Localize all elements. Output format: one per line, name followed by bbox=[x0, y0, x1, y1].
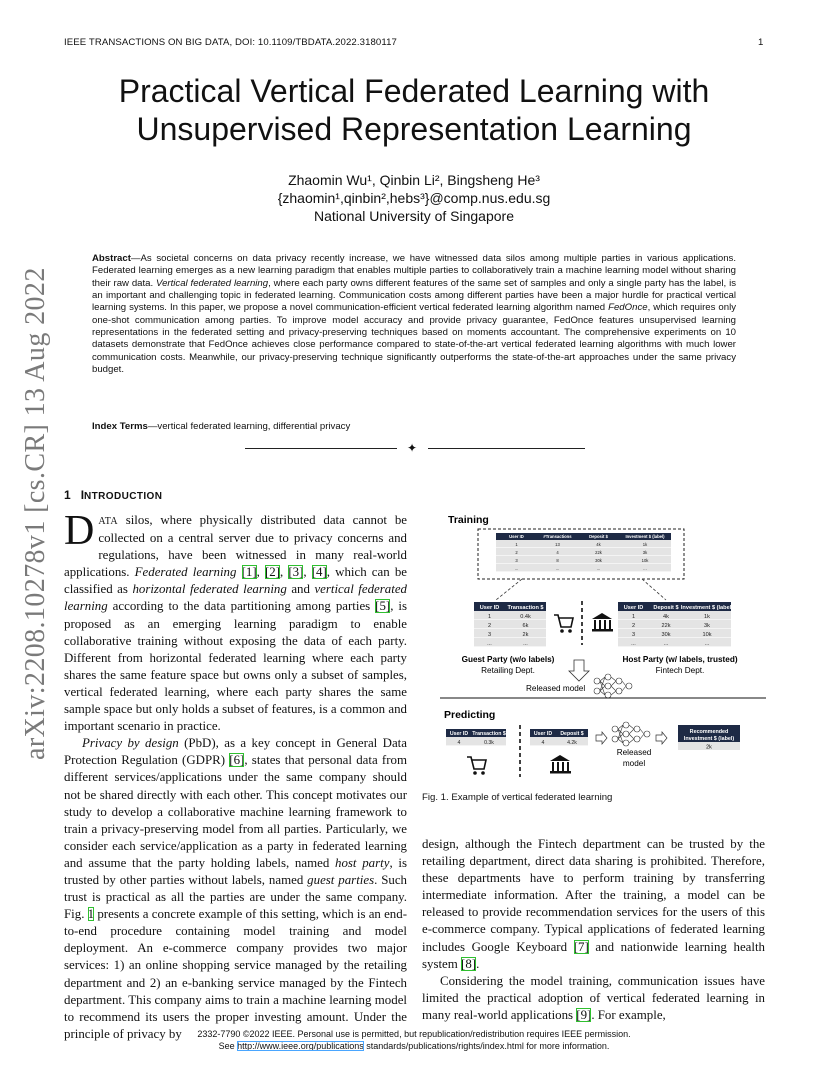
table-cell-text: 8 bbox=[556, 557, 559, 563]
divider-line bbox=[245, 448, 397, 449]
section-title-rest: NTRODUCTION bbox=[84, 491, 163, 502]
author-emails: {zhaomin¹,qinbin²,hebs³}@comp.nus.edu.sg bbox=[277, 190, 551, 206]
table-cell-text: 30k bbox=[661, 631, 671, 638]
body-text: presents a concrete example of this setting, which is an end-to-end procedure containing model training and model deployment. An e-commerce company provides two major services: 1) an online shopping service managed by the retailing department and 2) an e-banking service managed by the Fintech department. This company aims to train a machine learning model to recommend its users the proper investing amount. Under the principle of privacy by bbox=[64, 907, 407, 1041]
prediction-host-table bbox=[530, 729, 588, 746]
drop-cap: D bbox=[64, 508, 95, 554]
table-cell-text: ... bbox=[555, 565, 560, 571]
author-block bbox=[60, 171, 768, 225]
paper-title bbox=[60, 72, 768, 148]
table-cell-text: ... bbox=[631, 640, 636, 647]
prediction-guest-table bbox=[446, 729, 506, 746]
table-header-text: #Transactions bbox=[543, 533, 572, 539]
abstract-italic: Vertical federated learning bbox=[156, 277, 269, 289]
section-title-first: I bbox=[80, 488, 85, 502]
table-cell-text: ... bbox=[596, 565, 601, 571]
table-header-text: Transaction $ bbox=[472, 730, 506, 737]
table-cell-text: 2 bbox=[487, 622, 492, 629]
host-table bbox=[618, 602, 733, 647]
index-terms-label: Index Terms bbox=[92, 421, 148, 432]
italic-text: vertical federated learning bbox=[64, 582, 407, 614]
body-text: , bbox=[256, 565, 265, 580]
figure-link[interactable]: 1 bbox=[87, 907, 95, 922]
table-cell-text: 30k bbox=[595, 557, 602, 563]
italic-text: guest parties bbox=[307, 872, 375, 887]
body-text: design, although the Fintech department can be trusted by the retailing department, direct data sharing is prohibited. Therefore, these departments have to perform training by transferring intermediate information. After the training, a model can be released to provide recommendation services for the users of this e-commerce company. Typical applications of federated learning includes Google Keyboard bbox=[422, 837, 765, 954]
figure-vfl-example bbox=[422, 505, 766, 795]
table-cell-text: 22k bbox=[661, 622, 671, 629]
table-cell-text: 2 bbox=[515, 549, 518, 555]
training-label: Training bbox=[448, 514, 489, 526]
footer-line-1: 2332-7790 ©2022 IEEE. Personal use is permitted, but republication/redistribution requires IEEE permission. bbox=[197, 1029, 631, 1039]
copyright-footer bbox=[100, 1029, 728, 1052]
shopping-cart-icon bbox=[467, 757, 486, 775]
citation-link[interactable]: [7] bbox=[573, 939, 589, 954]
divider-star-icon: ✦ bbox=[407, 441, 418, 455]
italic-text: Federated learning bbox=[134, 565, 237, 580]
table-cell-text: 1 bbox=[515, 541, 518, 547]
neural-network-icon bbox=[612, 722, 650, 746]
bank-icon bbox=[592, 613, 613, 632]
table-cell-text: 3 bbox=[631, 631, 636, 638]
author-names: Zhaomin Wu¹, Qinbin Li², Bingsheng He³ bbox=[288, 172, 540, 188]
table-cell-text: ... bbox=[514, 565, 519, 571]
table-cell-text: 10k bbox=[641, 557, 649, 563]
citation-link[interactable]: [4] bbox=[311, 565, 327, 580]
arxiv-stamp: arXiv:2208.10278v1 [cs.CR] 13 Aug 2022 bbox=[20, 267, 51, 760]
journal-header: IEEE TRANSACTIONS ON BIG DATA, DOI: 10.1109/TBDATA.2022.3180117 bbox=[64, 37, 397, 48]
abstract-text: —As societal concerns on data privacy recently increase, we have witnessed data silos among multiple parties in various applications. Federated learning emerges as a new learning paradigm that enables multiple parties to collaboratively train a machine learning model without sharing their raw data. bbox=[92, 253, 736, 289]
citation-link[interactable]: [1] bbox=[241, 565, 257, 580]
table-header-text: User ID bbox=[479, 604, 500, 611]
recommended-value: 2k bbox=[706, 744, 712, 751]
table-header-text: User ID bbox=[509, 533, 524, 539]
citation-link[interactable]: [8] bbox=[461, 956, 477, 971]
author-affiliation: National University of Singapore bbox=[314, 208, 514, 224]
body-text: , is trusted by other parties without labels, named bbox=[64, 855, 408, 887]
table-cell-text: 0.4k bbox=[520, 613, 531, 620]
body-text: (PbD), as a key concept in General Data Protection Regulation (GDPR) bbox=[64, 736, 407, 768]
paragraph bbox=[64, 735, 407, 1043]
title-line-2: Unsupervised Representation Learning bbox=[136, 111, 692, 147]
shopping-cart-icon bbox=[554, 615, 573, 633]
italic-text: Privacy by design bbox=[82, 736, 179, 751]
table-cell-text: 4 bbox=[457, 739, 461, 746]
guest-dept-label: Retailing Dept. bbox=[481, 666, 535, 675]
table-cell-text: ... bbox=[487, 640, 492, 647]
table-header-text: Deposit $ bbox=[560, 730, 584, 737]
citation-link[interactable]: [6] bbox=[229, 753, 245, 768]
host-party-label: Host Party (w/ labels, trusted) bbox=[622, 655, 738, 664]
table-cell-text: 4.2k bbox=[567, 739, 577, 746]
table-cell-text: 4 bbox=[541, 739, 545, 746]
table-cell-text: 4k bbox=[596, 541, 601, 547]
guest-party-label: Guest Party (w/o labels) bbox=[461, 655, 555, 664]
released-model-label: Released model bbox=[526, 684, 586, 693]
index-terms bbox=[92, 421, 350, 432]
figure-caption: Fig. 1. Example of vertical federated learning bbox=[422, 792, 613, 803]
table-header-text: Deposit $ bbox=[653, 604, 679, 611]
table-cell-text: 1k bbox=[642, 541, 648, 547]
guest-table bbox=[474, 602, 546, 647]
citation-link[interactable]: [3] bbox=[288, 565, 304, 580]
body-text: and bbox=[286, 582, 315, 597]
table-cell-text: 3 bbox=[487, 631, 492, 638]
joined-table bbox=[496, 533, 671, 571]
body-text: , states that personal data from different services/applications under the same company should not be shared directly with each other. This concept motivates our study to develop a collaborative machine learning framework to train a privacy-preserving model from all parties. Particularly, we consider each service/application as a party in federated learning and assume that the party holding labels, named bbox=[64, 753, 407, 870]
footer-text: See bbox=[218, 1040, 238, 1051]
recommended-header-text: Recommended bbox=[689, 729, 729, 735]
neural-network-icon bbox=[594, 674, 632, 698]
right-column bbox=[422, 836, 765, 1024]
paragraph bbox=[64, 508, 407, 735]
body-text: , bbox=[303, 565, 312, 580]
arrow-line bbox=[642, 579, 666, 600]
body-text: . Such trust is practical as all the parties are under the same company. Fig. bbox=[64, 872, 407, 922]
title-line-1: Practical Vertical Federated Learning with bbox=[118, 73, 710, 109]
footer-text: standards/publications/rights/index.html for more information. bbox=[363, 1040, 610, 1051]
abstract-label: Abstract bbox=[92, 253, 131, 264]
citation-link[interactable]: [2] bbox=[264, 565, 281, 580]
table-cell-text: 0.3k bbox=[484, 739, 494, 746]
model-label: model bbox=[622, 759, 646, 768]
abstract bbox=[92, 253, 736, 376]
right-arrow-icon bbox=[596, 732, 607, 744]
smallcaps-text: ATA bbox=[98, 516, 118, 527]
body-text: according to the data partitioning among parties bbox=[107, 599, 376, 614]
abstract-text: , where each party owns different features of the same set of samples and only a single party has the label, is an important and challenging topic in federated learning. Communication costs among different parties have been a major hurdle for practical vertical learning systems. In this paper, we propose a novel communication-efficient vertical federated learning algorithm named bbox=[92, 277, 736, 314]
section-number: 1 bbox=[64, 488, 71, 502]
recommended-header-text: Investment $ (label) bbox=[683, 736, 735, 742]
italic-text: horizontal federated learning bbox=[132, 582, 287, 597]
body-text: , is proposed as an emerging learning paradigm to enable collaborative training without exposing the data of each party. Different from horizontal federated learning where each party shares the same feature space but owns only a subset of samples, vertical federated learning, where each party shares the same sample space but only holds a subset of features, is a common and important scenario in practice. bbox=[64, 599, 407, 734]
abstract-text: , which requires only one-shot communication among parties. To improve model accuracy and provide privacy guarantee, FedOnce features unsupervised learning representations in the federated setting and privacy-preserving techniques based on moments accountant. The comprehensive experiments on 10 datasets demonstrate that FedOnce achieves close performance compared to state-of-the-art vertical federated learning algorithms with much lower communication costs. Meanwhile, our privacy-preserving technique significantly outperforms the state-of-the-art approaches under the same privacy budget. bbox=[92, 302, 737, 376]
released-label: Released bbox=[616, 748, 652, 757]
table-cell-text: 3k bbox=[642, 549, 648, 555]
table-header-text: Deposit $ bbox=[589, 533, 608, 539]
body-text: . For example, bbox=[591, 1007, 666, 1022]
divider-line bbox=[428, 448, 585, 449]
table-cell-text: ... bbox=[663, 640, 669, 647]
page-number: 1 bbox=[758, 37, 764, 48]
body-text: , which can be classified as bbox=[64, 565, 407, 597]
italic-text: host party bbox=[335, 855, 390, 870]
table-cell-text: 6k bbox=[522, 622, 529, 629]
predicting-label: Predicting bbox=[444, 709, 496, 721]
section-divider bbox=[245, 443, 585, 455]
arrow-line bbox=[496, 579, 522, 600]
table-header-text: User ID bbox=[449, 730, 469, 737]
table-header-text: Investment $ (label) bbox=[625, 533, 665, 539]
footer-line-2 bbox=[100, 1041, 728, 1053]
table-cell-text: 10k bbox=[702, 631, 712, 638]
table-cell-text: 3k bbox=[704, 622, 710, 629]
citation-link[interactable]: [9] bbox=[576, 1007, 592, 1022]
index-terms-text: —vertical federated learning, differential privacy bbox=[147, 421, 351, 432]
table-cell-text: 1 bbox=[487, 613, 492, 620]
table-header-text: User ID bbox=[533, 730, 553, 737]
table-header-text: User ID bbox=[623, 604, 644, 611]
table-cell-text: 3 bbox=[515, 557, 518, 563]
abstract-italic: FedOnce bbox=[608, 302, 648, 314]
left-column bbox=[64, 508, 408, 1043]
host-dept-label: Fintech Dept. bbox=[655, 666, 705, 675]
table-cell-text: 2 bbox=[631, 622, 636, 629]
citation-link[interactable]: [5] bbox=[375, 599, 391, 614]
table-header-text: Transaction $ bbox=[507, 604, 544, 611]
right-arrow-icon bbox=[656, 732, 667, 744]
bank-icon bbox=[550, 755, 571, 774]
table-cell-text: 2k bbox=[522, 631, 529, 638]
table-cell-text: 4k bbox=[663, 613, 669, 620]
body-text: , bbox=[280, 565, 289, 580]
body-text: and nationwide learning health system bbox=[422, 939, 766, 971]
down-arrow-icon bbox=[569, 660, 589, 681]
table-cell-text: 22k bbox=[595, 549, 602, 555]
body-text: Considering the model training, communication issues have limited the practical adoption of vertical federated learning in many real-world applications bbox=[422, 973, 765, 1022]
paragraph bbox=[422, 836, 765, 973]
body-text bbox=[236, 565, 241, 579]
table-cell-text: 13 bbox=[555, 541, 560, 547]
table-cell-text: 1k bbox=[704, 613, 710, 620]
body-text: . bbox=[476, 956, 480, 971]
table-cell-text: ... bbox=[523, 640, 528, 647]
body-text: silos, where physically distributed data cannot be collected on a central server due to privacy concerns and regulations, have been witnessed in many real-world applications. bbox=[64, 513, 407, 580]
table-cell-text: ... bbox=[643, 565, 647, 571]
table-header-text: Investment $ (label) bbox=[680, 604, 734, 611]
table-cell-text: ... bbox=[704, 640, 710, 647]
paragraph bbox=[422, 973, 765, 1024]
table-cell-text: 1 bbox=[631, 613, 636, 620]
footer-url-link[interactable]: http://www.ieee.org/publications bbox=[237, 1040, 364, 1051]
table-cell-text: 4 bbox=[556, 549, 559, 555]
section-heading bbox=[64, 488, 162, 502]
